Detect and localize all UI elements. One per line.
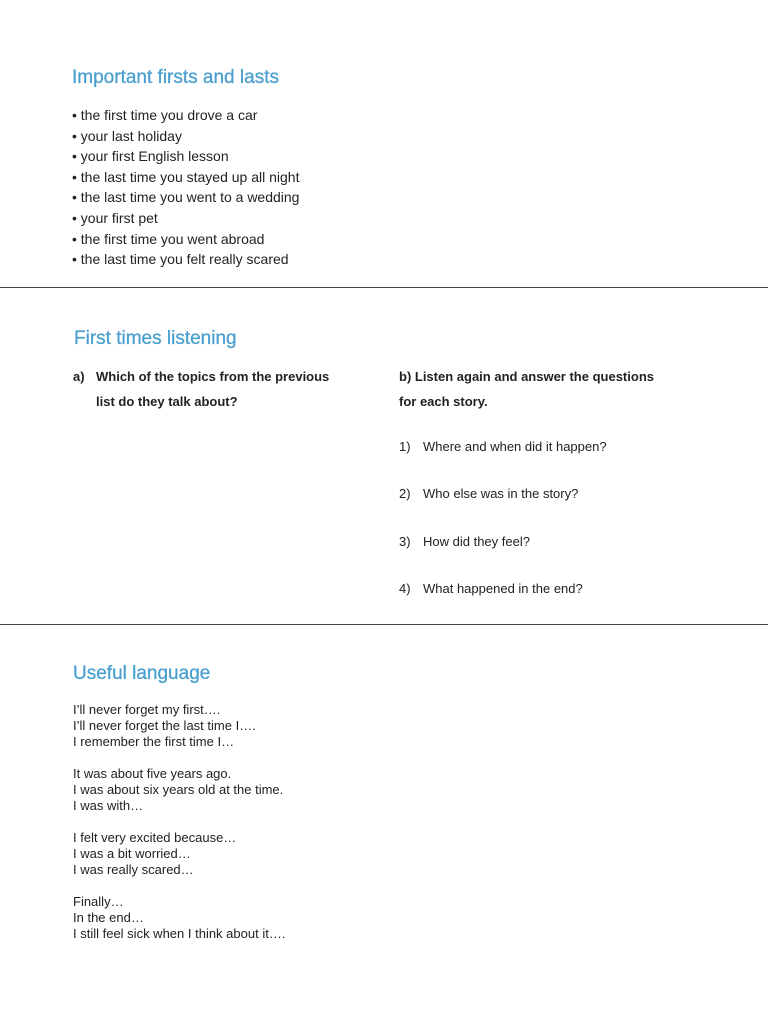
phrase-line: I was about six years old at the time. — [73, 782, 284, 797]
section-title-listening: First times listening — [74, 328, 237, 349]
phrase-line: I felt very excited because… — [73, 830, 237, 845]
list-item: • the first time you went abroad — [72, 230, 265, 247]
phrase-line: I still feel sick when I think about it…. — [73, 926, 286, 941]
question-number: 4) — [399, 580, 411, 596]
section-title-useful-language: Useful language — [73, 663, 211, 684]
list-item: • the last time you stayed up all night — [72, 168, 300, 185]
question-text: What happened in the end? — [423, 580, 583, 596]
list-item: • your first pet — [72, 209, 158, 226]
phrase-line: It was about five years ago. — [73, 766, 232, 781]
useful-language-block — [73, 702, 285, 958]
phrase-group — [73, 702, 285, 750]
question-text: Who else was in the story? — [423, 486, 579, 502]
list-item: • your last holiday — [72, 127, 182, 144]
section-divider — [0, 624, 768, 625]
task-b-line-2: for each story. — [399, 394, 488, 409]
phrase-line: In the end… — [73, 910, 144, 925]
phrase-line: I was a bit worried… — [73, 846, 191, 861]
question-number: 1) — [399, 439, 411, 454]
phrase-group — [73, 894, 285, 942]
task-a-line-2: list do they talk about? — [96, 394, 238, 409]
phrase-line: I was really scared… — [73, 862, 194, 877]
question-list — [399, 436, 607, 625]
question-item — [399, 531, 607, 578]
phrase-line: Finally… — [73, 894, 124, 909]
list-item: • the first time you drove a car — [72, 107, 258, 123]
list-item: • the last time you went to a wedding — [72, 189, 300, 206]
section-divider — [0, 287, 768, 288]
task-b-line-1: b) Listen again and answer the questions — [399, 369, 654, 384]
phrase-line: I remember the first time I… — [73, 734, 235, 749]
question-item — [399, 578, 607, 625]
question-item — [399, 483, 607, 530]
section-title-firsts-lasts: Important firsts and lasts — [72, 67, 279, 88]
phrase-group — [73, 830, 285, 878]
phrase-line: I was with… — [73, 798, 144, 813]
question-item — [399, 436, 607, 483]
phrase-group — [73, 766, 285, 814]
list-item: • your first English lesson — [72, 148, 229, 165]
list-item: • the last time you felt really scared — [72, 251, 289, 268]
task-a — [73, 364, 373, 414]
phrase-line: I’ll never forget the last time I…. — [73, 718, 256, 733]
question-number: 2) — [399, 486, 411, 502]
question-number: 3) — [399, 533, 411, 549]
topics-list — [72, 105, 299, 270]
question-text: How did they feel? — [423, 533, 530, 549]
question-text: Where and when did it happen? — [423, 439, 607, 454]
phrase-line: I’ll never forget my first…. — [73, 702, 221, 717]
task-b — [399, 364, 729, 414]
task-a-marker: a) — [73, 369, 85, 384]
task-a-text: Which of the topics from the previous — [96, 369, 330, 384]
task-a-line-1 — [73, 364, 373, 389]
